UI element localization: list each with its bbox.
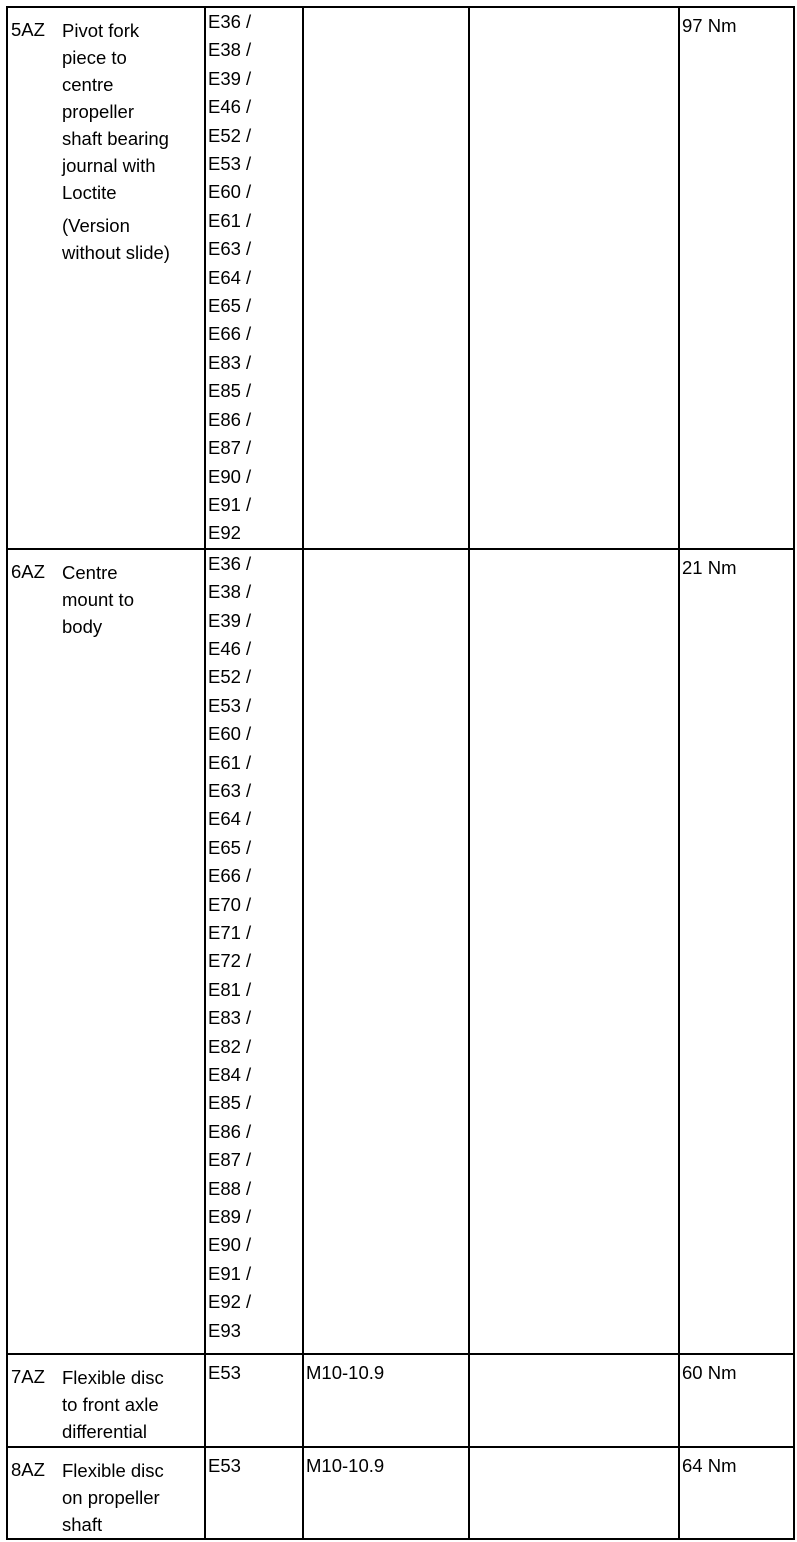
table-row	[7, 549, 794, 1354]
engine-code: E46 /	[208, 637, 252, 659]
description-line: mount to	[62, 588, 134, 610]
engine-code: E82 /	[208, 1035, 252, 1057]
description-line: differential	[62, 1420, 148, 1442]
engines-cell	[205, 1447, 303, 1539]
thread-cell	[303, 549, 469, 1354]
description-line: to front axle	[62, 1393, 159, 1415]
engine-code: E60 /	[208, 181, 252, 203]
engine-code: E38 /	[208, 581, 252, 603]
engine-code: E83 /	[208, 351, 252, 373]
torque-cell: 64 Nm	[679, 1447, 794, 1539]
thread-cell	[303, 7, 469, 549]
engine-code: E65 /	[208, 295, 252, 317]
engine-code: E60 /	[208, 723, 252, 745]
engine-code: E39 /	[208, 67, 252, 89]
engine-code: E64 /	[208, 808, 252, 830]
engines-cell	[205, 7, 303, 549]
description-line: on propeller	[62, 1486, 160, 1508]
engine-code: E86 /	[208, 1120, 252, 1142]
description-line: Flexible disc	[62, 1459, 164, 1481]
engine-code: E53 /	[208, 153, 252, 175]
engine-code: E85 /	[208, 1092, 252, 1114]
engine-code: E89 /	[208, 1206, 252, 1228]
description-note-line: without slide)	[62, 242, 170, 263]
table-row	[7, 7, 794, 549]
description-line: shaft	[62, 1513, 103, 1535]
description-line: Loctite	[62, 182, 117, 203]
engine-code: E52 /	[208, 666, 252, 688]
description-line: Pivot fork	[62, 20, 140, 41]
thread-cell: M10-10.9	[303, 1354, 469, 1447]
description-note-line: (Version	[62, 215, 130, 236]
engine-code: E39 /	[208, 609, 252, 631]
engine-code: E71 /	[208, 922, 252, 943]
table-row	[7, 1447, 794, 1539]
engine-code: E61 /	[208, 751, 252, 773]
engine-code: E90 /	[208, 1234, 252, 1256]
engine-code: E72 /	[208, 950, 252, 972]
engine-code: E92	[208, 522, 241, 544]
engine-code: E87 /	[208, 1149, 252, 1171]
item-code-cell: 6AZ	[7, 549, 62, 1354]
item-code-cell: 8AZ	[7, 1447, 62, 1539]
description-line: body	[62, 615, 103, 637]
description-line: propeller	[62, 101, 134, 122]
engine-code: E66 /	[208, 323, 252, 345]
engine-code: E52 /	[208, 124, 252, 146]
engine-code: E38 /	[208, 39, 252, 61]
table-row	[7, 1354, 794, 1447]
engine-code: E63 /	[208, 238, 252, 260]
grade-cell	[469, 7, 679, 549]
torque-cell: 21 Nm	[679, 549, 794, 1354]
engine-code: E83 /	[208, 1007, 252, 1029]
description-line: piece to	[62, 47, 127, 68]
engine-code: E92 /	[208, 1291, 252, 1313]
engine-code: E86 /	[208, 408, 252, 430]
grade-cell	[469, 1447, 679, 1539]
engines-cell	[205, 549, 303, 1354]
engine-code: E93	[208, 1319, 241, 1341]
engine-code: E64 /	[208, 266, 252, 288]
engine-code: E61 /	[208, 209, 252, 231]
description-line: centre	[62, 74, 114, 95]
engine-code: E70 /	[208, 893, 252, 915]
engine-code: E87 /	[208, 437, 252, 459]
description-line: Flexible disc	[62, 1366, 164, 1388]
engine-code: E91 /	[208, 493, 252, 515]
torque-spec-table	[6, 6, 795, 1540]
engine-code: E66 /	[208, 865, 252, 887]
description-line: shaft bearing	[62, 128, 169, 149]
grade-cell	[469, 549, 679, 1354]
engine-code: E81 /	[208, 978, 252, 1000]
engine-code: E84 /	[208, 1064, 252, 1086]
engines-cell	[205, 1354, 303, 1447]
description-line: journal with	[62, 155, 156, 176]
engine-code: E65 /	[208, 836, 252, 858]
item-code-cell: 7AZ	[7, 1354, 62, 1447]
engine-code: E85 /	[208, 380, 252, 402]
engine-code: E53 /	[208, 694, 252, 716]
engine-code: E53	[208, 1361, 241, 1383]
engine-code: E46 /	[208, 96, 252, 118]
engine-code: E36 /	[208, 552, 252, 574]
grade-cell	[469, 1354, 679, 1447]
description-cell	[62, 1354, 205, 1447]
engine-code: E53	[208, 1454, 241, 1476]
item-code-cell: 5AZ	[7, 7, 62, 549]
thread-cell: M10-10.9	[303, 1447, 469, 1539]
engine-code: E91 /	[208, 1262, 252, 1284]
description-cell	[62, 7, 205, 549]
engine-code: E36 /	[208, 11, 252, 32]
torque-cell: 97 Nm	[679, 7, 794, 549]
engine-code: E90 /	[208, 465, 252, 487]
description-cell	[62, 1447, 205, 1539]
engine-code: E88 /	[208, 1177, 252, 1199]
torque-cell: 60 Nm	[679, 1354, 794, 1447]
description-line: Centre	[62, 561, 118, 583]
description-cell	[62, 549, 205, 1354]
engine-code: E63 /	[208, 779, 252, 801]
